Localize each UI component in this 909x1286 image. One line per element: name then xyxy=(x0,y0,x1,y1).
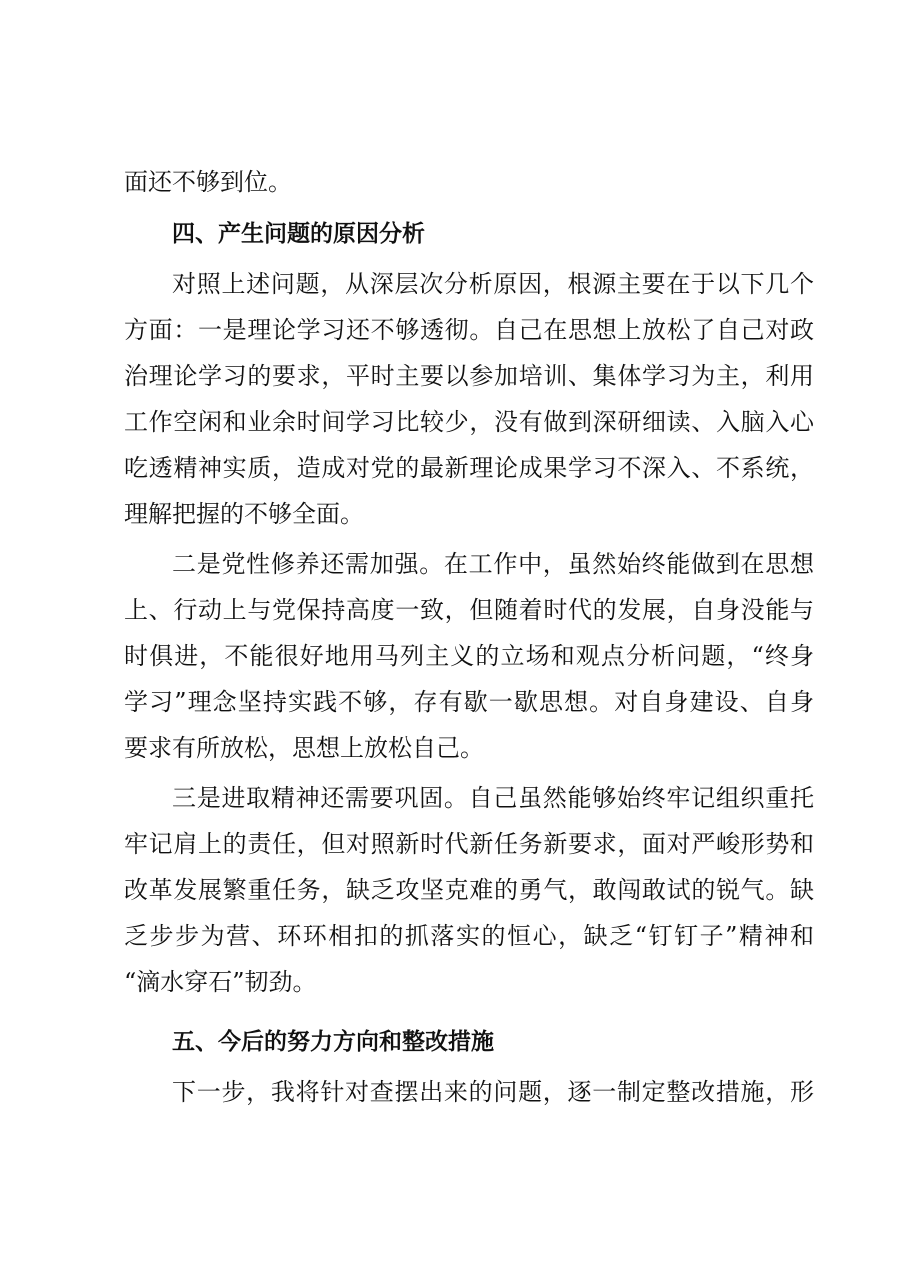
paragraph-line: 工作空闲和业余时间学习比较少，没有做到深研细读、入脑入心 xyxy=(124,408,814,436)
paragraph-line: 三是进取精神还需要巩固。自己虽然能够始终牢记组织重托 xyxy=(172,784,814,812)
text-line: 面还不够到位。 xyxy=(124,168,292,196)
paragraph-line: 学习”理念坚持实践不够，存有歇一歇思想。对自身建设、自身 xyxy=(124,688,814,716)
paragraph-line: 下一步，我将针对查摆出来的问题，逐一制定整改措施，形 xyxy=(172,1078,814,1106)
paragraph-line: 改革发展繁重任务，缺乏攻坚克难的勇气，敢闯敢试的锐气。缺 xyxy=(124,876,814,904)
section-heading-4: 四、产生问题的原因分析 xyxy=(172,221,425,247)
paragraph-line: 要求有所放松，思想上放松自己。 xyxy=(124,734,484,762)
paragraph-line: 对照上述问题，从深层次分析原因，根源主要在于以下几个 xyxy=(172,270,814,298)
paragraph-line: “滴水穿石”韧劲。 xyxy=(124,968,317,996)
paragraph-line: 治理论学习的要求，平时主要以参加培训、集体学习为主，利用 xyxy=(124,362,814,390)
paragraph-line: 二是党性修养还需加强。在工作中，虽然始终能做到在思想 xyxy=(172,550,814,578)
section-heading-5: 五、今后的努力方向和整改措施 xyxy=(172,1029,494,1055)
paragraph-line: 时俱进，不能很好地用马列主义的立场和观点分析问题，“终身 xyxy=(124,642,814,670)
paragraph-line: 牢记肩上的责任，但对照新时代新任务新要求，面对严峻形势和 xyxy=(124,830,814,858)
paragraph-line: 乏步步为营、环环相扣的抓落实的恒心，缺乏“钉钉子”精神和 xyxy=(124,922,814,950)
paragraph-line: 上、行动上与党保持高度一致，但随着时代的发展，自身没能与 xyxy=(124,596,814,624)
paragraph-line: 方面：一是理论学习还不够透彻。自己在思想上放松了自己对政 xyxy=(124,316,814,344)
paragraph-line: 吃透精神实质，造成对党的最新理论成果学习不深入、不系统， xyxy=(124,454,814,482)
paragraph-line: 理解把握的不够全面。 xyxy=(124,500,364,528)
